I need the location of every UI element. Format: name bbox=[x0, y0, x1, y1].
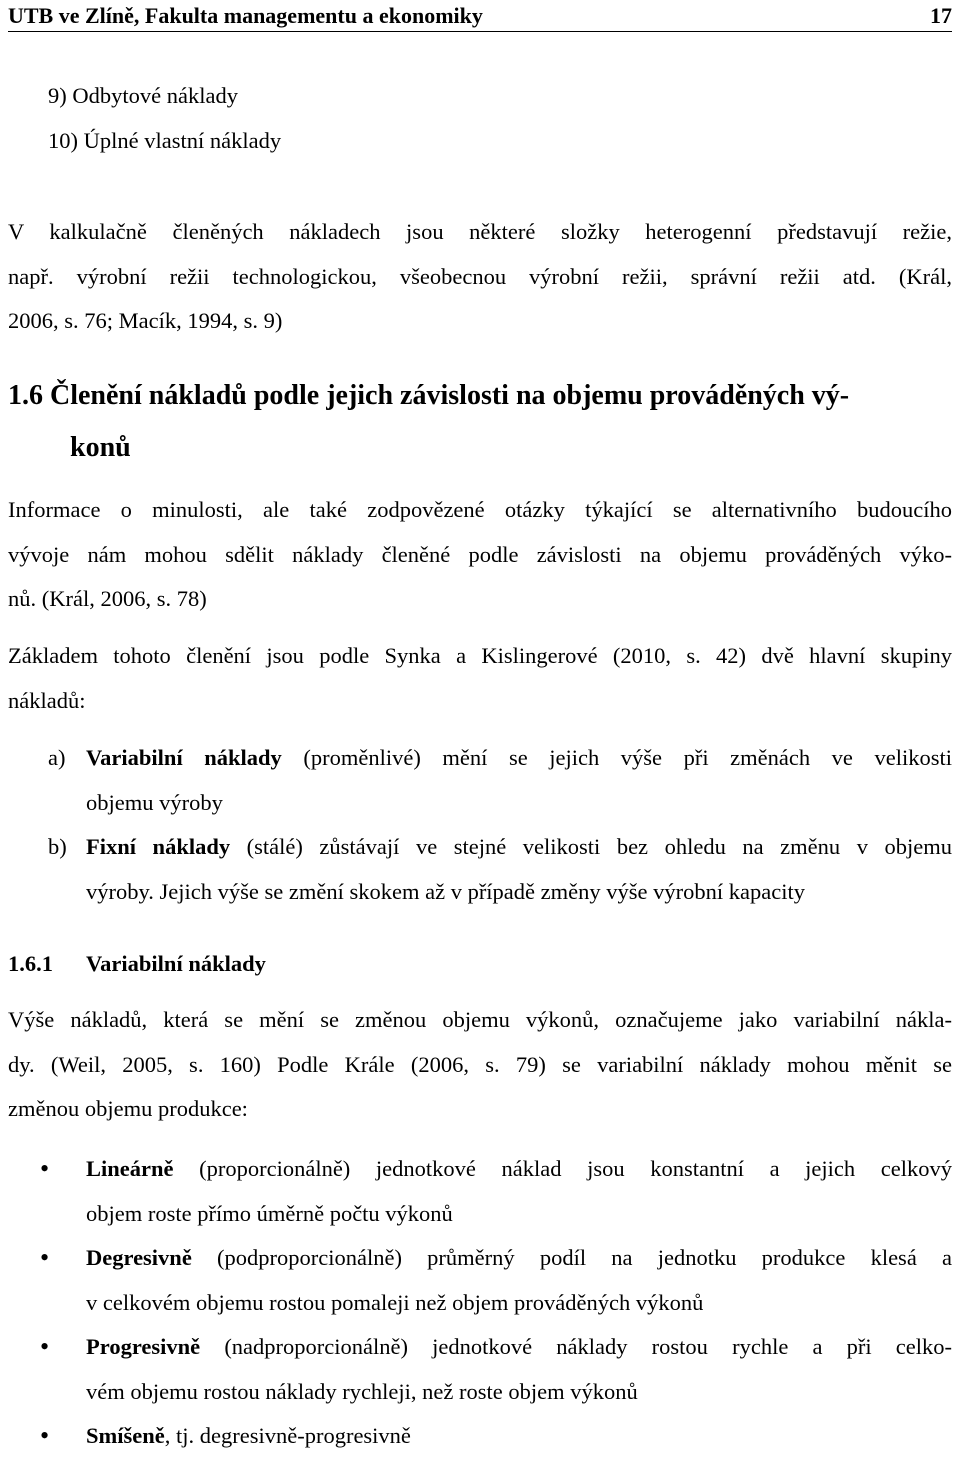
bullet-list bbox=[0, 1147, 952, 1459]
paragraph-line: dy. (Weil, 2005, s. 160) Podle Krále (2006, s. 79) se variabilní náklady mohou měnit se bbox=[8, 1051, 952, 1077]
subsection-heading bbox=[8, 942, 952, 987]
section-heading bbox=[8, 370, 952, 474]
term-degressive: Degresivně bbox=[86, 1245, 192, 1270]
list-item: • Degresivně (podproporcionálně) průměrný podíl na jednotku produkce klesá a v celkovém objemu rostou pomaleji než objem prováděných výkonů bbox=[0, 1236, 952, 1325]
list-item: • Progresivně (nadproporcionálně) jednotkové náklady rostou rychle a při celko- vém objemu rostou náklady rychleji, než roste objem výkonů bbox=[0, 1325, 952, 1414]
list-top bbox=[48, 74, 952, 163]
paragraph-line: Základem tohoto členění jsou podle Synka a Kislingerové (2010, s. 42) dvě hlavní skupiny bbox=[8, 643, 952, 668]
section-heading-line: 1.6 Členění nákladů podle jejich závislosti na objemu prováděných vý- bbox=[8, 380, 850, 411]
subsection-title: Variabilní náklady bbox=[86, 951, 266, 976]
list-ab bbox=[48, 736, 952, 914]
bullet-icon: • bbox=[40, 1332, 50, 1361]
page-number: 17 bbox=[930, 2, 952, 28]
term-progressive: Progresivně bbox=[86, 1334, 201, 1359]
term-mixed: Smíšeně bbox=[86, 1423, 165, 1448]
paragraph-4 bbox=[8, 998, 952, 1132]
paragraph-line: V kalkulačně členěných nákladech jsou některé složky heterogenní představují režie, bbox=[8, 219, 952, 244]
paragraph-line: 2006, s. 76; Macík, 1994, s. 9) bbox=[8, 308, 283, 333]
bullet-icon: • bbox=[40, 1243, 50, 1272]
paragraph-line: Informace o minulosti, ale také zodpovězené otázky týkající se alternativního budoucího bbox=[8, 497, 952, 522]
page-header bbox=[8, 0, 952, 32]
list-item-a: a) Variabilní náklady (proměnlivé) mění se jejich výše při změnách ve velikosti objemu výroby bbox=[48, 736, 952, 825]
list-label: b) bbox=[48, 834, 67, 859]
term-variable-costs: Variabilní náklady bbox=[86, 745, 282, 770]
paragraph-line: vývoje nám mohou sdělit náklady členěné podle závislosti na objemu prováděných výko- bbox=[8, 541, 952, 567]
list-item: • Lineárně (proporcionálně) jednotkové náklad jsou konstantní a jejich celkový objem roste přímo úměrně počtu výkonů bbox=[0, 1147, 952, 1236]
paragraph-line: Výše nákladů, která se mění se změnou objemu výkonů, označujeme jako variabilní nákla- bbox=[8, 1007, 952, 1032]
paragraph-line: nů. (Král, 2006, s. 78) bbox=[8, 586, 207, 611]
list-item: • Smíšeně, tj. degresivně-progresivně bbox=[0, 1414, 952, 1459]
paragraph-line: např. výrobní režii technologickou, všeobecnou výrobní režii, správní režii atd. (Král, bbox=[8, 263, 952, 289]
paragraph-2 bbox=[8, 488, 952, 622]
paragraph-line: nákladů: bbox=[8, 687, 86, 713]
list-item-9: 9) Odbytové náklady bbox=[48, 83, 238, 108]
paragraph-3 bbox=[8, 634, 952, 723]
list-item-10: 10) Úplné vlastní náklady bbox=[48, 127, 282, 153]
list-item-b: b) Fixní náklady (stálé) zůstávají ve stejné velikosti bez ohledu na změnu v objemu výroby. Jejich výše se změní skokem až v případě změny výše výrobní kapacity bbox=[48, 825, 952, 914]
subsection-number: 1.6.1 bbox=[8, 951, 53, 976]
header-title: UTB ve Zlíně, Fakulta managementu a ekonomiky bbox=[8, 2, 483, 28]
list-label: a) bbox=[48, 745, 66, 770]
bullet-icon: • bbox=[40, 1154, 50, 1183]
paragraph-1 bbox=[8, 210, 952, 344]
term-fixed-costs: Fixní náklady bbox=[86, 834, 231, 859]
paragraph-line: změnou objemu produkce: bbox=[8, 1096, 248, 1121]
bullet-icon: • bbox=[40, 1421, 50, 1450]
section-heading-line: konů bbox=[70, 432, 131, 463]
term-linear: Lineárně bbox=[86, 1156, 174, 1181]
